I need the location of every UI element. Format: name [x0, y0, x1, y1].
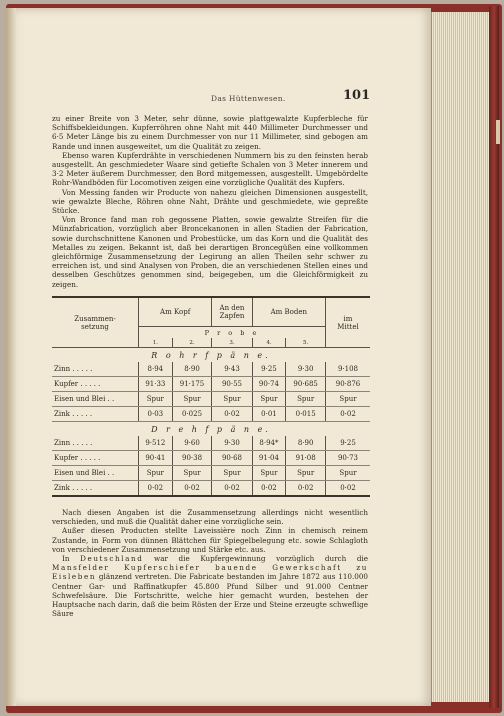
row-label: Zinn . . . . . — [52, 362, 139, 377]
gutter-shadow — [6, 8, 16, 706]
text-run: war die Kupfergewinnung vorzüglich durch die — [143, 554, 368, 564]
table-cell: Spur — [139, 392, 173, 407]
table-cell: 9·108 — [326, 362, 371, 377]
table-cell: Spur — [172, 392, 212, 407]
text-run: glänzend vertreten. Die Fabricate bestanden im Jahre 1872 aus 110.000 Centner Gar- und Raffinatkupfer 45.800 Pfund Silber und 91.000 Centner Schwefelsäure. Die Fortschritte, welche hier gemacht wurden, bestehen der Hauptsache nach darin, daß die beim Rösten der Erze und Steine erzeugte schweflige Säure — [52, 572, 368, 619]
running-head: Das Hüttenwesen. — [211, 94, 286, 103]
header-zapfen-line1: An den — [219, 304, 245, 312]
table-cell: Spur — [212, 466, 252, 481]
table-cell: 9·30 — [212, 436, 252, 451]
header-mittel-im: im — [343, 314, 353, 323]
table-cell: Spur — [326, 392, 371, 407]
header-am-boden: Am Boden — [252, 297, 325, 327]
table-cell: 91·08 — [286, 451, 326, 466]
table-cell: 0·02 — [212, 407, 252, 422]
row-label: Zinn . . . . . — [52, 436, 139, 451]
header-mittel — [326, 297, 371, 348]
text-run: In — [62, 554, 81, 564]
table-cell: 0·01 — [252, 407, 286, 422]
section-title: D r e h f p ä n e. — [151, 424, 271, 434]
page-number: 101 — [343, 88, 371, 103]
table-cell: 0·02 — [286, 481, 326, 497]
row-label: Zink . . . . . — [52, 407, 139, 422]
cover-edge — [489, 6, 499, 708]
probe-number: 2. — [172, 338, 212, 348]
row-label: Kupfer . . . . . — [52, 377, 139, 392]
table-cell: Spur — [139, 466, 173, 481]
probe-number: 4. — [252, 338, 286, 348]
table-cell: 91·175 — [172, 377, 212, 392]
bookmark-ribbon — [496, 120, 500, 144]
table-cell: 0·025 — [172, 407, 212, 422]
table-cell: 90·74 — [252, 377, 286, 392]
table-cell: 90·73 — [326, 451, 371, 466]
page-edges — [431, 12, 490, 702]
probe-number: 5. — [286, 338, 326, 348]
table-cell: 9·512 — [139, 436, 173, 451]
row-label: Eisen und Blei . . — [52, 392, 139, 407]
table-cell: 8·90 — [172, 362, 212, 377]
paragraph-deutschland — [52, 554, 368, 618]
table-cell: Spur — [286, 466, 326, 481]
table-cell: 9·25 — [252, 362, 286, 377]
header-composition-line2: setzung — [81, 322, 109, 331]
header-mittel-word: Mittel — [337, 322, 359, 331]
table-cell: Spur — [252, 392, 286, 407]
body-text-top — [52, 114, 368, 289]
table-cell: 8·94* — [252, 436, 286, 451]
table-cell: 0·015 — [286, 407, 326, 422]
header-probe: P r o b e — [139, 327, 326, 339]
header-zapfen-line2: Zapfen — [219, 312, 245, 320]
table-cell: 90·38 — [172, 451, 212, 466]
body-text-bottom — [52, 508, 368, 618]
table-cell: 9·25 — [326, 436, 371, 451]
table-cell: 0·02 — [252, 481, 286, 497]
table-cell: 0·03 — [139, 407, 173, 422]
table-cell: Spur — [212, 392, 252, 407]
table-cell: Spur — [252, 466, 286, 481]
table-cell: 91·04 — [252, 451, 286, 466]
header-composition-line1: Zusammen- — [74, 314, 116, 323]
table-cell: 90·41 — [139, 451, 173, 466]
paragraph: Nach diesen Angaben ist die Zusammensetzung allerdings nicht wesentlich verschieden, und muß die Qualität daher eine vorzügliche sein. — [52, 508, 368, 527]
section-title: R o h r f p ä n e. — [151, 350, 271, 360]
table-cell: Spur — [172, 466, 212, 481]
table-cell: 9·43 — [212, 362, 252, 377]
probe-number: 1. — [139, 338, 173, 348]
spaced-word: Deutschland — [80, 554, 144, 564]
table-cell: 0·02 — [326, 407, 371, 422]
table-cell: 8·94 — [139, 362, 173, 377]
table-cell: 8·90 — [286, 436, 326, 451]
book-page — [6, 8, 431, 706]
table-cell: 90·685 — [286, 377, 326, 392]
composition-table — [52, 296, 370, 497]
row-label: Kupfer . . . . . — [52, 451, 139, 466]
table-cell: 0·02 — [172, 481, 212, 497]
paragraph: Von Messing fanden wir Producte von nahezu gleichen Dimensionen ausgestellt, wie gewalzte Bleche, Röhren ohne Naht, Drähte und geschmiedete, wie gepreßte Stücke. — [52, 187, 368, 216]
header-zapfen — [212, 297, 252, 327]
table-cell: 0·02 — [326, 481, 371, 497]
paragraph: Von Bronce fand man roh gegossene Platten, sowie gewalzte Streifen für die Münzfabrication, vorzüglich aber Broncekanonen in allen Stadien der Fabrication, sowie durchschnittene Kanonen und Probestücke, um das Korn und die Qualität des Metalles zu zeigen. Bekannt ist, daß bei derartigen Broncegüßen eine vollkommen gleichförmige Zusammensetzung der Legirung an allen Theilen sehr schwer zu erreichen ist, und sind Analysen von Proben, die an verschiedenen Stellen eines und desselben Geschützes genommen sind, beigegeben, um die Gleichförmigkeit zu zeigen. — [52, 215, 368, 289]
table-cell: 90·876 — [326, 377, 371, 392]
paragraph: Außer diesen Producten stellte Laveissière noch Zinn in chemisch reinem Zustande, in Form von dünnen Blättchen für Spiegelbelegung etc. sowie Schlagloth von verschiedener Zusammensetzung und Stärke etc. aus. — [52, 526, 368, 554]
table-cell: 9·60 — [172, 436, 212, 451]
header-composition — [52, 297, 139, 348]
table-cell: 9·30 — [286, 362, 326, 377]
spaced-phrase: Mansfelder Kupferschiefer bauende Gewerkschaft zu Eisleben — [52, 563, 368, 582]
header-am-kopf: Am Kopf — [139, 297, 212, 327]
row-label: Zink . . . . . — [52, 481, 139, 497]
table-cell: 0·02 — [212, 481, 252, 497]
paragraph: zu einer Breite von 3 Meter, sehr dünne, sowie plattgewalzte Kupferbleche für Schiffsbekleidungen. Kupferröhren ohne Naht mit 440 Millimeter Durchmesser und 6·5 Meter Länge bis zu einem Durchmesser von nur 11 Millimeter, sind gebogen am Rande und innen ausgeweitet, um die Qualität zu zeigen. — [52, 114, 368, 151]
table-cell: 90·55 — [212, 377, 252, 392]
row-label: Eisen und Blei . . — [52, 466, 139, 481]
table-cell: 90·68 — [212, 451, 252, 466]
table-cell: 0·02 — [139, 481, 173, 497]
probe-number: 3. — [212, 338, 252, 348]
table-cell: Spur — [326, 466, 371, 481]
table-cell: Spur — [286, 392, 326, 407]
table-cell: 91·33 — [139, 377, 173, 392]
paragraph: Ebenso waren Kupferdrähte in verschiedenen Nummern bis zu den feinsten herab ausgestellt. An geschmiedeter Waare sind getiefte Schalen von 3 Meter innerem und 3·2 Meter äußerem Durchmesser, den Bord mitgemessen, ausgestellt. Umgebördelte Rohr-Wandböden für Locomotiven zeigen eine vorzügliche Qualität des Kupfers. — [52, 150, 368, 188]
